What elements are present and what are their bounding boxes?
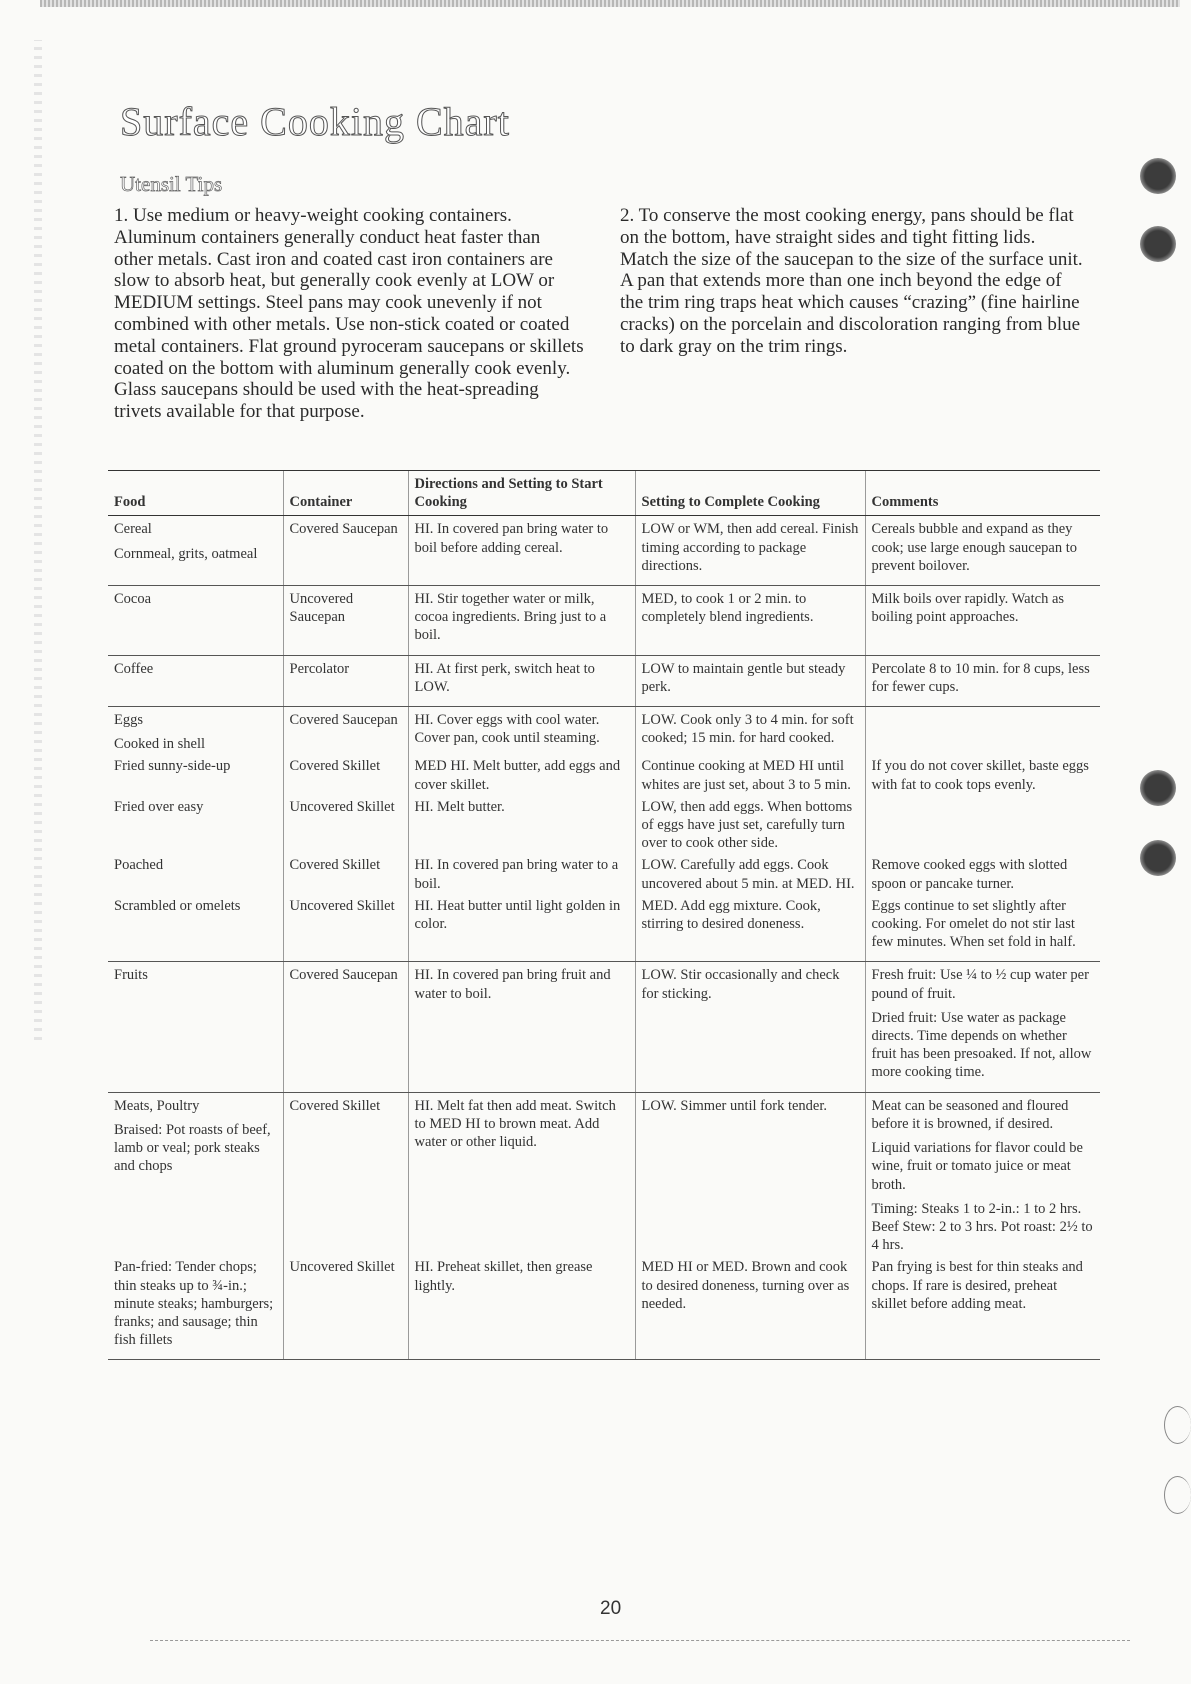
utensil-tip-2: 2. To conserve the most cooking energy, pans should be flat on the bottom, have straight sides and tight fitting lids. Match the size of the saucepan to the size of the surface unit. A pan that extends more than one inch beyond the edge of the trim ring traps heat which causes “crazing” (fine hairline cracks) on the porcelain and discoloration ranging from blue to dark gray on the trim rings. xyxy=(620,205,1083,357)
cell-text: Poached xyxy=(114,857,164,874)
cell-comments xyxy=(865,794,1100,853)
cell-text: Uncovered Skillet xyxy=(289,1259,395,1276)
scan-edge-left xyxy=(34,40,42,1040)
cell-text: HI. Preheat skillet, then grease lightly. xyxy=(414,1259,593,1294)
cell-start xyxy=(408,586,635,656)
cell-start xyxy=(408,707,635,754)
cell-food xyxy=(108,753,283,793)
cell-start xyxy=(408,962,635,1092)
table-row xyxy=(108,1092,1100,1254)
cell-text: Uncovered Saucepan xyxy=(289,591,354,626)
cell-text: Uncovered Skillet xyxy=(289,897,395,914)
section-subtitle: Utensil Tips xyxy=(120,172,223,196)
table-row xyxy=(108,893,1100,962)
header-food: Food xyxy=(108,471,283,516)
cell-text: Cereals bubble and expand as they cook; use large enough saucepan to prevent boilover. xyxy=(871,521,1077,574)
cell-text: If you do not cover skillet, baste eggs with fat to cook tops evenly. xyxy=(871,758,1089,793)
cell-complete xyxy=(635,893,865,962)
cell-start xyxy=(408,794,635,853)
cell-text: Covered Saucepan xyxy=(289,712,398,729)
table-body xyxy=(108,516,1100,1360)
cell-text: HI. Melt fat then add meat. Switch to MED HI to brown meat. Add water or other liquid. xyxy=(414,1097,616,1151)
cell-text: Covered Skillet xyxy=(289,857,381,874)
cell-container xyxy=(283,753,408,793)
cell-complete xyxy=(635,794,865,853)
cell-food xyxy=(108,1254,283,1360)
cell-text: Fried sunny-side-up xyxy=(114,758,231,775)
cell-container xyxy=(283,655,408,706)
cell-text: Meat can be seasoned and floured before it is browned, if desired. xyxy=(871,1097,1069,1132)
utensil-tip-1: 1. Use medium or heavy-weight cooking containers. Aluminum containers generally conduct heat faster than other metals. Cast iron and coated cast iron containers are slow to absorb heat, but generally cook evenly at LOW or MEDIUM settings. Steel pans may cook unevenly if not combined with other metals. Use non-stick coated or coated metal containers. Flat ground pyroceram saucepans or skillets coated on the bottom with aluminum generally cook evenly. Glass saucepans should be used with the heat-spreading trivets available for that purpose. xyxy=(114,205,584,423)
cell-text: Meats, Poultry xyxy=(114,1097,200,1114)
cell-start xyxy=(408,655,635,706)
cell-text: LOW or WM, then add cereal. Finish timing according to package directions. xyxy=(641,521,859,574)
cell-food xyxy=(108,707,283,754)
cell-text: Liquid variations for flavor could be wine, fruit or tomato juice or meat broth. xyxy=(871,1140,1083,1193)
cell-start xyxy=(408,516,635,586)
cell-food xyxy=(108,794,283,853)
cell-start xyxy=(408,753,635,793)
cell-comments xyxy=(865,893,1100,962)
cell-comments xyxy=(865,1092,1100,1254)
cell-food xyxy=(108,962,283,1092)
cell-text: LOW, then add eggs. When bottoms of eggs have just set, carefully turn over to cook other side. xyxy=(641,798,853,852)
binder-ring-icon xyxy=(1164,1406,1191,1444)
binder-hole-icon xyxy=(1140,770,1176,806)
cell-text: Covered Saucepan xyxy=(289,521,398,538)
cell-text: MED HI or MED. Brown and cook to desired doneness, turning over as needed. xyxy=(641,1259,850,1312)
cell-comments xyxy=(865,516,1100,586)
cell-text: Eggs xyxy=(114,712,143,729)
cell-text: Continue cooking at MED HI until whites are just set, about 3 to 5 min. xyxy=(641,758,851,793)
cell-complete xyxy=(635,586,865,656)
table-header-row xyxy=(108,471,1100,516)
cell-start xyxy=(408,852,635,892)
cell-start xyxy=(408,893,635,962)
cell-text: HI. Stir together water or milk, cocoa ingredients. Bring just to a boil. xyxy=(414,591,607,644)
cell-text: Pan-fried: Tender chops; thin steaks up to ¾-in.; minute steaks; hamburgers; franks; and sausage; thin fish fillets xyxy=(114,1259,274,1349)
table-row xyxy=(108,753,1100,793)
cell-text: LOW. Carefully add eggs. Cook uncovered about 5 min. at MED. HI. xyxy=(641,857,855,892)
cell-text: Covered Skillet xyxy=(289,1097,381,1114)
cell-text: LOW. Simmer until fork tender. xyxy=(641,1097,828,1114)
cell-container xyxy=(283,794,408,853)
cell-text: Percolator xyxy=(289,660,350,677)
cell-food xyxy=(108,1092,283,1254)
cell-text: HI. Melt butter. xyxy=(414,798,505,815)
cell-container xyxy=(283,1092,408,1254)
cell-complete xyxy=(635,655,865,706)
cell-text: HI. In covered pan bring fruit and water to boil. xyxy=(414,967,611,1002)
cell-comments xyxy=(865,962,1100,1092)
page-number: 20 xyxy=(600,1598,622,1619)
cell-container xyxy=(283,586,408,656)
cell-text: LOW. Stir occasionally and check for sticking. xyxy=(641,967,840,1002)
cell-complete xyxy=(635,516,865,586)
table-row xyxy=(108,707,1100,754)
cell-text: LOW. Cook only 3 to 4 min. for soft cooked; 15 min. for hard cooked. xyxy=(641,712,854,747)
cell-container xyxy=(283,893,408,962)
cell-start xyxy=(408,1254,635,1360)
cell-text: Fried over easy xyxy=(114,798,204,815)
cell-text: Pan frying is best for thin steaks and chops. If rare is desired, preheat skillet before adding meat. xyxy=(871,1259,1083,1312)
cell-text: MED HI. Melt butter, add eggs and cover skillet. xyxy=(414,758,621,793)
cooking-chart-table xyxy=(108,470,1100,1360)
cell-text: Uncovered Skillet xyxy=(289,798,395,815)
cell-text: Cereal xyxy=(114,521,152,538)
cell-text: HI. In covered pan bring water to a boil. xyxy=(414,857,619,892)
header-comments: Comments xyxy=(865,471,1100,516)
cell-container xyxy=(283,516,408,586)
cell-comments xyxy=(865,1254,1100,1360)
cell-food xyxy=(108,655,283,706)
cell-text: HI. Cover eggs with cool water. Cover pan, cook until steaming. xyxy=(414,712,600,747)
cell-comments xyxy=(865,586,1100,656)
page-title: Surface Cooking Chart xyxy=(120,99,510,144)
cell-complete xyxy=(635,962,865,1092)
table-row xyxy=(108,852,1100,892)
cell-complete xyxy=(635,1092,865,1254)
cell-comments xyxy=(865,852,1100,892)
scan-edge-bottom xyxy=(150,1640,1130,1642)
cell-text: Timing: Steaks 1 to 2-in.: 1 to 2 hrs. Beef Stew: 2 to 3 hrs. Pot roast: 2½ to 4 hrs. xyxy=(871,1200,1093,1254)
cell-text: Remove cooked eggs with slotted spoon or pancake turner. xyxy=(871,857,1068,892)
binder-hole-icon xyxy=(1140,840,1176,876)
binder-ring-icon xyxy=(1164,1476,1191,1514)
cell-container xyxy=(283,962,408,1092)
cell-text: Covered Skillet xyxy=(289,758,381,775)
cell-text: LOW to maintain gentle but steady perk. xyxy=(641,660,846,695)
cell-container xyxy=(283,852,408,892)
header-start-setting: Directions and Setting to Start Cooking xyxy=(408,471,635,516)
header-container: Container xyxy=(283,471,408,516)
cell-text: Fresh fruit: Use ¼ to ½ cup water per pound of fruit. xyxy=(871,967,1089,1002)
cell-container xyxy=(283,1254,408,1360)
cell-text: Eggs continue to set slightly after cooking. For omelet do not stir last few minutes. When set fold in half. xyxy=(871,897,1076,951)
table-row xyxy=(108,1254,1100,1360)
header-complete-setting: Setting to Complete Cooking xyxy=(635,471,865,516)
cell-text: Dried fruit: Use water as package directs. Time depends on whether fruit has been presoaked. If not, allow more cooking time. xyxy=(871,1009,1092,1081)
cell-text: Coffee xyxy=(114,660,154,677)
cell-text: Cocoa xyxy=(114,591,152,608)
cell-food xyxy=(108,586,283,656)
cell-container xyxy=(283,707,408,754)
cell-comments xyxy=(865,655,1100,706)
cell-text: Braised: Pot roasts of beef, lamb or veal; pork steaks and chops xyxy=(114,1121,271,1175)
table-row xyxy=(108,655,1100,706)
cell-text: MED, to cook 1 or 2 min. to completely blend ingredients. xyxy=(641,591,814,626)
cell-text: HI. At first perk, switch heat to LOW. xyxy=(414,660,595,695)
table-row xyxy=(108,794,1100,853)
cell-text: MED. Add egg mixture. Cook, stirring to desired doneness. xyxy=(641,897,821,933)
cell-text: Covered Saucepan xyxy=(289,967,398,984)
cell-text: Fruits xyxy=(114,967,148,984)
binder-hole-icon xyxy=(1140,226,1176,262)
cell-text: Cooked in shell xyxy=(114,736,206,753)
cell-food xyxy=(108,852,283,892)
cell-complete xyxy=(635,707,865,754)
scan-edge-top xyxy=(40,0,1180,7)
cell-food xyxy=(108,893,283,962)
binder-hole-icon xyxy=(1140,158,1176,194)
cell-text: HI. Heat butter until light golden in color. xyxy=(414,897,621,933)
table-row xyxy=(108,962,1100,1092)
cell-text: Scrambled or omelets xyxy=(114,897,241,914)
cell-complete xyxy=(635,1254,865,1360)
cell-comments xyxy=(865,707,1100,754)
cell-text: Cornmeal, grits, oatmeal xyxy=(114,545,258,562)
cell-start xyxy=(408,1092,635,1254)
cell-complete xyxy=(635,852,865,892)
table-row xyxy=(108,586,1100,656)
cell-food xyxy=(108,516,283,586)
cell-complete xyxy=(635,753,865,793)
cell-text: HI. In covered pan bring water to boil before adding cereal. xyxy=(414,521,609,556)
cell-text: Percolate 8 to 10 min. for 8 cups, less for fewer cups. xyxy=(871,660,1090,695)
cell-comments xyxy=(865,753,1100,793)
cell-text: Milk boils over rapidly. Watch as boiling point approaches. xyxy=(871,591,1065,626)
table-row xyxy=(108,516,1100,586)
